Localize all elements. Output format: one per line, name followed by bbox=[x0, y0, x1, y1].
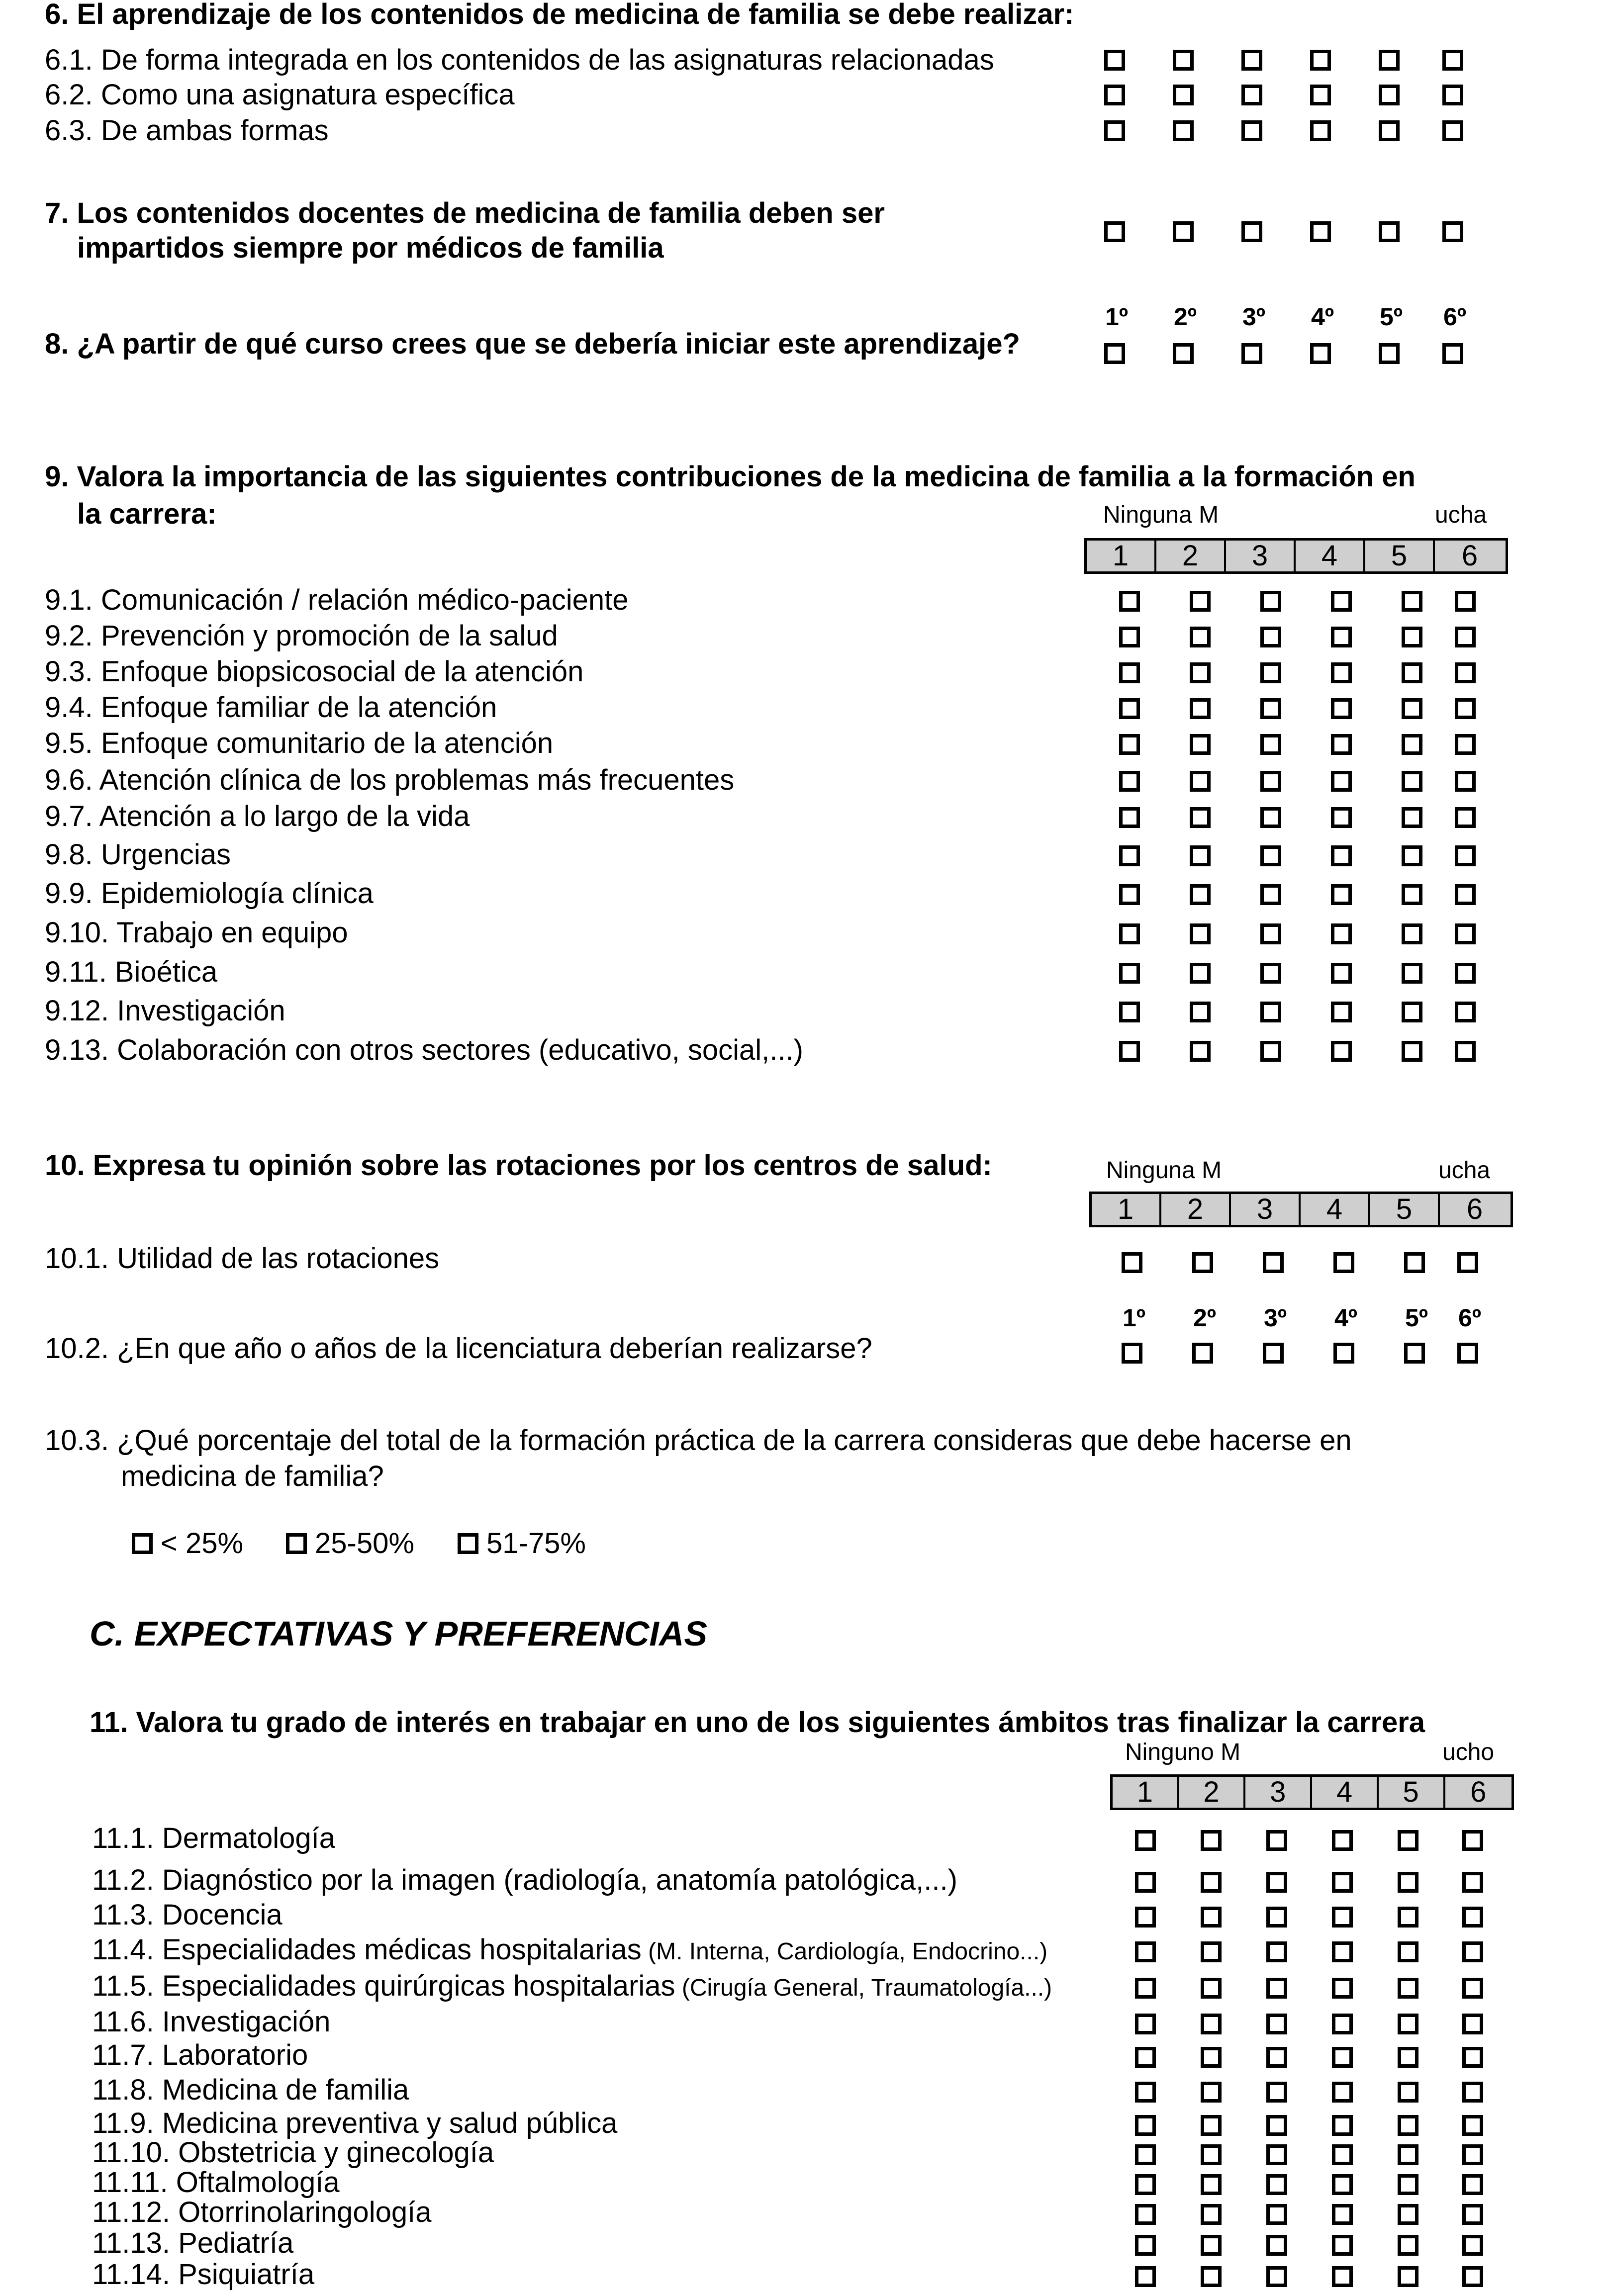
q8-checkbox-3[interactable] bbox=[1241, 343, 1262, 364]
q11-1-checkbox-3[interactable] bbox=[1266, 1830, 1287, 1851]
q11-item-6: 11.6. Investigación bbox=[92, 2006, 331, 2038]
q11-11-checkbox-4[interactable] bbox=[1332, 2174, 1353, 2195]
q11-3-checkbox-3[interactable] bbox=[1266, 1907, 1287, 1928]
q9-8-checkbox-5[interactable] bbox=[1402, 845, 1422, 866]
q9-item-11: 9.11. Bioética bbox=[45, 956, 218, 988]
q11-10-checkbox-3[interactable] bbox=[1266, 2144, 1287, 2165]
q9-10-checkbox-1[interactable] bbox=[1119, 923, 1140, 944]
q9-item-1: 9.1. Comunicación / relación médico-paciente bbox=[45, 584, 629, 616]
q11-11-checkbox-5[interactable] bbox=[1398, 2174, 1418, 2195]
q11-4-checkbox-6[interactable] bbox=[1462, 1941, 1483, 1962]
q7-title-line1: 7. Los contenidos docentes de medicina de familia deben ser bbox=[45, 197, 885, 229]
q9-item-6: 9.6. Atención clínica de los problemas más frecuentes bbox=[45, 764, 735, 796]
q10-1-checkbox-2[interactable] bbox=[1192, 1252, 1213, 1273]
q10-year-label-3: 3º bbox=[1264, 1304, 1287, 1332]
q11-1-checkbox-5[interactable] bbox=[1398, 1830, 1418, 1851]
q11-13-checkbox-6[interactable] bbox=[1462, 2235, 1483, 2256]
q9-11-checkbox-1[interactable] bbox=[1119, 963, 1140, 984]
q9-item-7: 9.7. Atención a lo largo de la vida bbox=[45, 800, 470, 832]
q10-1-checkbox-1[interactable] bbox=[1122, 1252, 1142, 1273]
q11-5-checkbox-2[interactable] bbox=[1201, 1978, 1222, 1999]
q9-title-line2: la carrera: bbox=[77, 498, 217, 530]
q6-1-checkbox-5[interactable] bbox=[1379, 50, 1400, 71]
q11-14-checkbox-1[interactable] bbox=[1135, 2266, 1156, 2287]
q6-2-checkbox-5[interactable] bbox=[1379, 85, 1400, 105]
q6-3-checkbox-5[interactable] bbox=[1379, 120, 1400, 141]
q7-title-line2: impartidos siempre por médicos de familia bbox=[77, 232, 664, 264]
q9-12-checkbox-6[interactable] bbox=[1455, 1002, 1476, 1022]
scale-cell-4: 4 bbox=[1312, 1777, 1379, 1808]
scale-cell-4: 4 bbox=[1301, 1194, 1370, 1225]
q8-checkbox-4[interactable] bbox=[1310, 343, 1331, 364]
q10-year-label-6: 6º bbox=[1458, 1304, 1482, 1332]
q9-1-checkbox-4[interactable] bbox=[1331, 591, 1352, 612]
q11-6-checkbox-2[interactable] bbox=[1201, 2014, 1222, 2034]
q11-item-12: 11.12. Otorrinolaringología bbox=[92, 2196, 432, 2228]
q9-10-checkbox-4[interactable] bbox=[1331, 923, 1352, 944]
q6-3-checkbox-2[interactable] bbox=[1173, 120, 1194, 141]
q8-year-label-4: 4º bbox=[1311, 303, 1334, 331]
q10-scale-low-label: Ninguna M bbox=[1106, 1157, 1222, 1184]
q11-item-1: 11.1. Dermatología bbox=[92, 1822, 335, 1854]
q6-3-checkbox-6[interactable] bbox=[1442, 120, 1463, 141]
q11-13-checkbox-2[interactable] bbox=[1201, 2235, 1222, 2256]
q6-1-checkbox-3[interactable] bbox=[1241, 50, 1262, 71]
q11-1-checkbox-2[interactable] bbox=[1201, 1830, 1222, 1851]
q6-item-3: 6.3. De ambas formas bbox=[45, 114, 329, 147]
q9-1-checkbox-6[interactable] bbox=[1455, 591, 1476, 612]
q11-6-checkbox-3[interactable] bbox=[1266, 2014, 1287, 2034]
q11-item-8: 11.8. Medicina de familia bbox=[92, 2074, 409, 2106]
q9-5-checkbox-5[interactable] bbox=[1402, 734, 1422, 755]
q9-12-checkbox-3[interactable] bbox=[1260, 1002, 1281, 1022]
q11-3-checkbox-6[interactable] bbox=[1462, 1907, 1483, 1928]
q6-2-checkbox-6[interactable] bbox=[1442, 85, 1463, 105]
q11-6-checkbox-4[interactable] bbox=[1332, 2014, 1353, 2034]
q9-7-checkbox-6[interactable] bbox=[1455, 807, 1476, 828]
q10-3-option-label-1: < 25% bbox=[161, 1527, 244, 1560]
q9-11-checkbox-3[interactable] bbox=[1260, 963, 1281, 984]
q10-year-label-1: 1º bbox=[1123, 1304, 1146, 1332]
q9-13-checkbox-6[interactable] bbox=[1455, 1041, 1476, 1062]
q8-checkbox-2[interactable] bbox=[1173, 343, 1194, 364]
q6-item-2: 6.2. Como una asignatura específica bbox=[45, 79, 515, 111]
q10-year-label-4: 4º bbox=[1334, 1304, 1358, 1332]
q9-9-checkbox-5[interactable] bbox=[1402, 884, 1422, 905]
q11-3-checkbox-4[interactable] bbox=[1332, 1907, 1353, 1928]
q9-4-checkbox-5[interactable] bbox=[1402, 698, 1422, 719]
q11-5-checkbox-4[interactable] bbox=[1332, 1978, 1353, 1999]
q8-year-label-5: 5º bbox=[1380, 303, 1403, 331]
q11-item-11: 11.11. Oftalmología bbox=[92, 2166, 340, 2199]
q9-13-checkbox-2[interactable] bbox=[1190, 1041, 1211, 1062]
scale-cell-2: 2 bbox=[1156, 541, 1226, 571]
q11-13-checkbox-5[interactable] bbox=[1398, 2235, 1418, 2256]
q11-item-4: 11.4. Especialidades médicas hospitalarias (M. Interna, Cardiología, Endocrino...) bbox=[92, 1933, 1048, 1966]
q11-14-checkbox-2[interactable] bbox=[1201, 2266, 1222, 2287]
q11-13-checkbox-3[interactable] bbox=[1266, 2235, 1287, 2256]
q9-6-checkbox-2[interactable] bbox=[1190, 771, 1211, 792]
q9-7-checkbox-5[interactable] bbox=[1402, 807, 1422, 828]
q9-1-checkbox-1[interactable] bbox=[1119, 591, 1140, 612]
q9-6-checkbox-4[interactable] bbox=[1331, 771, 1352, 792]
q9-item-9: 9.9. Epidemiología clínica bbox=[45, 877, 374, 910]
q9-12-checkbox-5[interactable] bbox=[1402, 1002, 1422, 1022]
q8-checkbox-1[interactable] bbox=[1104, 343, 1125, 364]
q9-8-checkbox-6[interactable] bbox=[1455, 845, 1476, 866]
q6-2-checkbox-1[interactable] bbox=[1104, 85, 1125, 105]
q11-14-checkbox-6[interactable] bbox=[1462, 2266, 1483, 2287]
q9-item-8: 9.8. Urgencias bbox=[45, 838, 231, 871]
q9-13-checkbox-5[interactable] bbox=[1402, 1041, 1422, 1062]
q11-9-checkbox-1[interactable] bbox=[1135, 2115, 1156, 2136]
q11-6-checkbox-1[interactable] bbox=[1135, 2014, 1156, 2034]
q9-item-12: 9.12. Investigación bbox=[45, 995, 285, 1027]
q9-5-checkbox-3[interactable] bbox=[1260, 734, 1281, 755]
q10-2-checkbox-3[interactable] bbox=[1263, 1343, 1284, 1364]
q6-1-checkbox-2[interactable] bbox=[1173, 50, 1194, 71]
q9-5-checkbox-2[interactable] bbox=[1190, 734, 1211, 755]
q9-scale-high-label: ucha bbox=[1435, 502, 1487, 528]
q10-1-checkbox-4[interactable] bbox=[1333, 1252, 1354, 1273]
q11-14-checkbox-5[interactable] bbox=[1398, 2266, 1418, 2287]
q11-12-checkbox-2[interactable] bbox=[1201, 2204, 1222, 2225]
q9-2-checkbox-6[interactable] bbox=[1455, 627, 1476, 647]
q9-8-checkbox-4[interactable] bbox=[1331, 845, 1352, 866]
q10-scale-high-label: ucha bbox=[1438, 1157, 1491, 1184]
q9-7-checkbox-4[interactable] bbox=[1331, 807, 1352, 828]
scale-cell-6: 6 bbox=[1470, 1776, 1487, 1808]
q9-6-checkbox-6[interactable] bbox=[1455, 771, 1476, 792]
q10-item-2: 10.2. ¿En que año o años de la licenciatura deberían realizarse? bbox=[45, 1332, 872, 1365]
q9-2-checkbox-5[interactable] bbox=[1402, 627, 1422, 647]
q11-11-checkbox-1[interactable] bbox=[1135, 2174, 1156, 2195]
q11-9-checkbox-3[interactable] bbox=[1266, 2115, 1287, 2136]
q11-13-checkbox-4[interactable] bbox=[1332, 2235, 1353, 2256]
q9-9-checkbox-2[interactable] bbox=[1190, 884, 1211, 905]
q8-year-label-6: 6º bbox=[1443, 303, 1467, 331]
q10-3-option-label-3: 51-75% bbox=[486, 1527, 586, 1560]
q11-2-checkbox-3[interactable] bbox=[1266, 1872, 1287, 1893]
q8-checkbox-5[interactable] bbox=[1379, 343, 1400, 364]
q9-3-checkbox-5[interactable] bbox=[1402, 662, 1422, 683]
q11-2-checkbox-6[interactable] bbox=[1462, 1872, 1483, 1893]
q9-3-checkbox-2[interactable] bbox=[1190, 662, 1211, 683]
q11-7-checkbox-4[interactable] bbox=[1332, 2047, 1353, 2068]
q9-6-checkbox-3[interactable] bbox=[1260, 771, 1281, 792]
q10-2-checkbox-5[interactable] bbox=[1404, 1343, 1425, 1364]
q9-8-checkbox-1[interactable] bbox=[1119, 845, 1140, 866]
q8-checkbox-6[interactable] bbox=[1442, 343, 1463, 364]
q9-5-checkbox-6[interactable] bbox=[1455, 734, 1476, 755]
scale-cell-1: 1 bbox=[1092, 1194, 1161, 1225]
q9-item-13: 9.13. Colaboración con otros sectores (educativo, social,...) bbox=[45, 1034, 803, 1066]
q11-6-checkbox-6[interactable] bbox=[1462, 2014, 1483, 2034]
q11-5-checkbox-3[interactable] bbox=[1266, 1978, 1287, 1999]
q9-2-checkbox-4[interactable] bbox=[1331, 627, 1352, 647]
q11-8-checkbox-5[interactable] bbox=[1398, 2082, 1418, 2103]
q11-4-checkbox-2[interactable] bbox=[1201, 1941, 1222, 1962]
q11-item-2: 11.2. Diagnóstico por la imagen (radiología, anatomía patológica,...) bbox=[92, 1864, 957, 1896]
q11-8-checkbox-3[interactable] bbox=[1266, 2082, 1287, 2103]
q11-1-checkbox-1[interactable] bbox=[1135, 1830, 1156, 1851]
q11-8-checkbox-2[interactable] bbox=[1201, 2082, 1222, 2103]
q9-title-line1: 9. Valora la importancia de las siguientes contribuciones de la medicina de familia a la formación en bbox=[45, 460, 1416, 493]
q11-14-checkbox-3[interactable] bbox=[1266, 2266, 1287, 2287]
q6-3-checkbox-1[interactable] bbox=[1104, 120, 1125, 141]
q11-10-checkbox-1[interactable] bbox=[1135, 2144, 1156, 2165]
q9-1-checkbox-2[interactable] bbox=[1190, 591, 1211, 612]
q9-12-checkbox-4[interactable] bbox=[1331, 1002, 1352, 1022]
q10-year-label-5: 5º bbox=[1405, 1304, 1428, 1332]
q6-3-checkbox-3[interactable] bbox=[1241, 120, 1262, 141]
q9-9-checkbox-6[interactable] bbox=[1455, 884, 1476, 905]
q9-10-checkbox-3[interactable] bbox=[1260, 923, 1281, 944]
q11-12-checkbox-4[interactable] bbox=[1332, 2204, 1353, 2225]
q11-10-checkbox-5[interactable] bbox=[1398, 2144, 1418, 2165]
q7-checkbox-3[interactable] bbox=[1241, 221, 1262, 242]
q9-item-5: 9.5. Enfoque comunitario de la atención bbox=[45, 727, 554, 759]
q9-scale-low-label: Ninguna M bbox=[1103, 502, 1219, 528]
q11-title: 11. Valora tu grado de interés en trabajar en uno de los siguientes ámbitos tras finalizar la carrera bbox=[90, 1706, 1425, 1739]
q9-3-checkbox-1[interactable] bbox=[1119, 662, 1140, 683]
q7-checkbox-1[interactable] bbox=[1104, 221, 1125, 242]
q9-13-checkbox-3[interactable] bbox=[1260, 1041, 1281, 1062]
q9-11-checkbox-2[interactable] bbox=[1190, 963, 1211, 984]
q9-7-checkbox-2[interactable] bbox=[1190, 807, 1211, 828]
q10-2-checkbox-1[interactable] bbox=[1122, 1343, 1142, 1364]
q9-10-checkbox-2[interactable] bbox=[1190, 923, 1211, 944]
q11-4-checkbox-1[interactable] bbox=[1135, 1941, 1156, 1962]
q11-scale-low-label: Ninguno M bbox=[1125, 1739, 1241, 1765]
q11-2-checkbox-2[interactable] bbox=[1201, 1872, 1222, 1893]
q11-item-14: 11.14. Psiquiatría bbox=[92, 2258, 315, 2291]
q11-11-checkbox-6[interactable] bbox=[1462, 2174, 1483, 2195]
q10-3-option-checkbox-1[interactable] bbox=[132, 1533, 153, 1554]
q11-item-7: 11.7. Laboratorio bbox=[92, 2039, 308, 2071]
scale-cell-2: 2 bbox=[1179, 1777, 1246, 1808]
scale-cell-3: 3 bbox=[1231, 1194, 1301, 1225]
q11-3-checkbox-2[interactable] bbox=[1201, 1907, 1222, 1928]
scale-cell-1: 1 bbox=[1113, 1777, 1179, 1808]
q9-item-3: 9.3. Enfoque biopsicosocial de la atención bbox=[45, 655, 584, 688]
q11-4-checkbox-5[interactable] bbox=[1398, 1941, 1418, 1962]
q11-1-checkbox-4[interactable] bbox=[1332, 1830, 1353, 1851]
q9-4-checkbox-4[interactable] bbox=[1331, 698, 1352, 719]
q6-title: 6. El aprendizaje de los contenidos de medicina de familia se debe realizar: bbox=[45, 0, 1074, 30]
q10-title: 10. Expresa tu opinión sobre las rotaciones por los centros de salud: bbox=[45, 1149, 992, 1182]
q9-4-checkbox-6[interactable] bbox=[1455, 698, 1476, 719]
q10-1-checkbox-6[interactable] bbox=[1457, 1252, 1478, 1273]
q9-13-checkbox-4[interactable] bbox=[1331, 1041, 1352, 1062]
scale-cell-1: 1 bbox=[1087, 541, 1156, 571]
q11-11-checkbox-3[interactable] bbox=[1266, 2174, 1287, 2195]
q11-9-checkbox-5[interactable] bbox=[1398, 2115, 1418, 2136]
q11-3-checkbox-1[interactable] bbox=[1135, 1907, 1156, 1928]
q10-item-3-line2: medicina de familia? bbox=[121, 1460, 384, 1492]
q9-3-checkbox-4[interactable] bbox=[1331, 662, 1352, 683]
q10-1-checkbox-3[interactable] bbox=[1263, 1252, 1284, 1273]
q6-1-checkbox-6[interactable] bbox=[1442, 50, 1463, 71]
q9-10-checkbox-6[interactable] bbox=[1455, 923, 1476, 944]
q11-7-checkbox-1[interactable] bbox=[1135, 2047, 1156, 2068]
q9-9-checkbox-4[interactable] bbox=[1331, 884, 1352, 905]
q11-6-checkbox-5[interactable] bbox=[1398, 2014, 1418, 2034]
q11-item-9: 11.9. Medicina preventiva y salud pública bbox=[92, 2107, 618, 2139]
q9-7-checkbox-3[interactable] bbox=[1260, 807, 1281, 828]
scale-cell-3: 3 bbox=[1245, 1777, 1312, 1808]
q11-10-checkbox-6[interactable] bbox=[1462, 2144, 1483, 2165]
q11-item-5-note: (Cirugía General, Traumatología...) bbox=[675, 1975, 1052, 2001]
q10-2-checkbox-6[interactable] bbox=[1457, 1343, 1478, 1364]
q9-1-checkbox-3[interactable] bbox=[1260, 591, 1281, 612]
q11-10-checkbox-4[interactable] bbox=[1332, 2144, 1353, 2165]
q11-4-checkbox-3[interactable] bbox=[1266, 1941, 1287, 1962]
q11-5-checkbox-5[interactable] bbox=[1398, 1978, 1418, 1999]
q11-scale-header bbox=[1110, 1774, 1514, 1810]
q11-9-checkbox-6[interactable] bbox=[1462, 2115, 1483, 2136]
q11-7-checkbox-5[interactable] bbox=[1398, 2047, 1418, 2068]
q6-2-checkbox-2[interactable] bbox=[1173, 85, 1194, 105]
scale-cell-5: 5 bbox=[1365, 541, 1435, 571]
q6-2-checkbox-3[interactable] bbox=[1241, 85, 1262, 105]
q9-4-checkbox-1[interactable] bbox=[1119, 698, 1140, 719]
q8-year-label-1: 1º bbox=[1105, 303, 1129, 331]
q9-5-checkbox-4[interactable] bbox=[1331, 734, 1352, 755]
q9-2-checkbox-3[interactable] bbox=[1260, 627, 1281, 647]
q6-1-checkbox-1[interactable] bbox=[1104, 50, 1125, 71]
q11-item-13: 11.13. Pediatría bbox=[92, 2227, 294, 2259]
scale-cell-6: 6 bbox=[1466, 1193, 1483, 1225]
q11-3-checkbox-5[interactable] bbox=[1398, 1907, 1418, 1928]
q11-8-checkbox-1[interactable] bbox=[1135, 2082, 1156, 2103]
q11-9-checkbox-4[interactable] bbox=[1332, 2115, 1353, 2136]
q8-title: 8. ¿A partir de qué curso crees que se debería iniciar este aprendizaje? bbox=[45, 328, 1020, 360]
q9-4-checkbox-3[interactable] bbox=[1260, 698, 1281, 719]
q9-4-checkbox-2[interactable] bbox=[1190, 698, 1211, 719]
scale-cell-6: 6 bbox=[1461, 540, 1478, 572]
q11-12-checkbox-5[interactable] bbox=[1398, 2204, 1418, 2225]
q9-6-checkbox-1[interactable] bbox=[1119, 771, 1140, 792]
q6-2-checkbox-4[interactable] bbox=[1310, 85, 1331, 105]
q11-item-5: 11.5. Especialidades quirúrgicas hospitalarias (Cirugía General, Traumatología...) bbox=[92, 1970, 1052, 2002]
q9-12-checkbox-1[interactable] bbox=[1119, 1002, 1140, 1022]
scale-cell-2: 2 bbox=[1161, 1194, 1231, 1225]
q10-3-option-checkbox-3[interactable] bbox=[458, 1533, 478, 1554]
q11-9-checkbox-2[interactable] bbox=[1201, 2115, 1222, 2136]
q7-checkbox-5[interactable] bbox=[1379, 221, 1400, 242]
q11-7-checkbox-3[interactable] bbox=[1266, 2047, 1287, 2068]
q9-item-2: 9.2. Prevención y promoción de la salud bbox=[45, 620, 558, 652]
q9-8-checkbox-3[interactable] bbox=[1260, 845, 1281, 866]
q6-item-1: 6.1. De forma integrada en los contenidos de las asignaturas relacionadas bbox=[45, 44, 994, 76]
q8-year-label-3: 3º bbox=[1242, 303, 1266, 331]
q11-scale-high-label: ucho bbox=[1442, 1739, 1495, 1765]
q11-12-checkbox-3[interactable] bbox=[1266, 2204, 1287, 2225]
q11-11-checkbox-2[interactable] bbox=[1201, 2174, 1222, 2195]
q10-2-checkbox-4[interactable] bbox=[1333, 1343, 1354, 1364]
q7-checkbox-6[interactable] bbox=[1442, 221, 1463, 242]
q11-item-4-note: (M. Interna, Cardiología, Endocrino...) bbox=[641, 1938, 1048, 1965]
q9-10-checkbox-5[interactable] bbox=[1402, 923, 1422, 944]
q9-6-checkbox-5[interactable] bbox=[1402, 771, 1422, 792]
q9-11-checkbox-4[interactable] bbox=[1331, 963, 1352, 984]
q11-10-checkbox-2[interactable] bbox=[1201, 2144, 1222, 2165]
q9-9-checkbox-3[interactable] bbox=[1260, 884, 1281, 905]
scale-cell-5: 5 bbox=[1370, 1194, 1440, 1225]
q9-9-checkbox-1[interactable] bbox=[1119, 884, 1140, 905]
q9-13-checkbox-1[interactable] bbox=[1119, 1041, 1140, 1062]
scale-cell-3: 3 bbox=[1226, 541, 1296, 571]
q9-5-checkbox-1[interactable] bbox=[1119, 734, 1140, 755]
q9-item-10: 9.10. Trabajo en equipo bbox=[45, 917, 348, 949]
scale-cell-4: 4 bbox=[1296, 541, 1365, 571]
section-c-title: C. EXPECTATIVAS Y PREFERENCIAS bbox=[90, 1614, 708, 1653]
q10-year-label-2: 2º bbox=[1193, 1304, 1217, 1332]
q10-1-checkbox-5[interactable] bbox=[1404, 1252, 1425, 1273]
q11-4-checkbox-4[interactable] bbox=[1332, 1941, 1353, 1962]
q6-1-checkbox-4[interactable] bbox=[1310, 50, 1331, 71]
q11-2-checkbox-5[interactable] bbox=[1398, 1872, 1418, 1893]
q11-item-3: 11.3. Docencia bbox=[92, 1899, 283, 1931]
q11-2-checkbox-1[interactable] bbox=[1135, 1872, 1156, 1893]
q10-3-option-label-2: 25-50% bbox=[315, 1527, 414, 1560]
q11-5-checkbox-6[interactable] bbox=[1462, 1978, 1483, 1999]
q11-item-10: 11.10. Obstetricia y ginecología bbox=[92, 2136, 494, 2169]
q9-item-4: 9.4. Enfoque familiar de la atención bbox=[45, 691, 497, 724]
q11-7-checkbox-2[interactable] bbox=[1201, 2047, 1222, 2068]
q11-12-checkbox-6[interactable] bbox=[1462, 2204, 1483, 2225]
q10-2-checkbox-2[interactable] bbox=[1192, 1343, 1213, 1364]
q11-2-checkbox-4[interactable] bbox=[1332, 1872, 1353, 1893]
q10-item-1: 10.1. Utilidad de las rotaciones bbox=[45, 1242, 440, 1275]
q9-7-checkbox-1[interactable] bbox=[1119, 807, 1140, 828]
q9-3-checkbox-6[interactable] bbox=[1455, 662, 1476, 683]
q11-8-checkbox-6[interactable] bbox=[1462, 2082, 1483, 2103]
q9-8-checkbox-2[interactable] bbox=[1190, 845, 1211, 866]
q9-11-checkbox-6[interactable] bbox=[1455, 963, 1476, 984]
q11-13-checkbox-1[interactable] bbox=[1135, 2235, 1156, 2256]
q11-14-checkbox-4[interactable] bbox=[1332, 2266, 1353, 2287]
q7-checkbox-2[interactable] bbox=[1173, 221, 1194, 242]
q9-2-checkbox-1[interactable] bbox=[1119, 627, 1140, 647]
q9-12-checkbox-2[interactable] bbox=[1190, 1002, 1211, 1022]
q9-scale-header bbox=[1084, 538, 1508, 574]
q8-year-label-2: 2º bbox=[1174, 303, 1197, 331]
q10-3-option-checkbox-2[interactable] bbox=[286, 1533, 307, 1554]
q11-5-checkbox-1[interactable] bbox=[1135, 1978, 1156, 1999]
q9-3-checkbox-3[interactable] bbox=[1260, 662, 1281, 683]
q10-scale-header bbox=[1089, 1192, 1513, 1227]
q9-2-checkbox-2[interactable] bbox=[1190, 627, 1211, 647]
q11-8-checkbox-4[interactable] bbox=[1332, 2082, 1353, 2103]
q9-1-checkbox-5[interactable] bbox=[1402, 591, 1422, 612]
q7-checkbox-4[interactable] bbox=[1310, 221, 1331, 242]
q11-1-checkbox-6[interactable] bbox=[1462, 1830, 1483, 1851]
q11-12-checkbox-1[interactable] bbox=[1135, 2204, 1156, 2225]
q10-item-3-line1: 10.3. ¿Qué porcentaje del total de la formación práctica de la carrera consideras que debe hacerse en bbox=[45, 1424, 1352, 1457]
q11-7-checkbox-6[interactable] bbox=[1462, 2047, 1483, 2068]
q6-3-checkbox-4[interactable] bbox=[1310, 120, 1331, 141]
q9-11-checkbox-5[interactable] bbox=[1402, 963, 1422, 984]
scale-cell-5: 5 bbox=[1379, 1777, 1445, 1808]
